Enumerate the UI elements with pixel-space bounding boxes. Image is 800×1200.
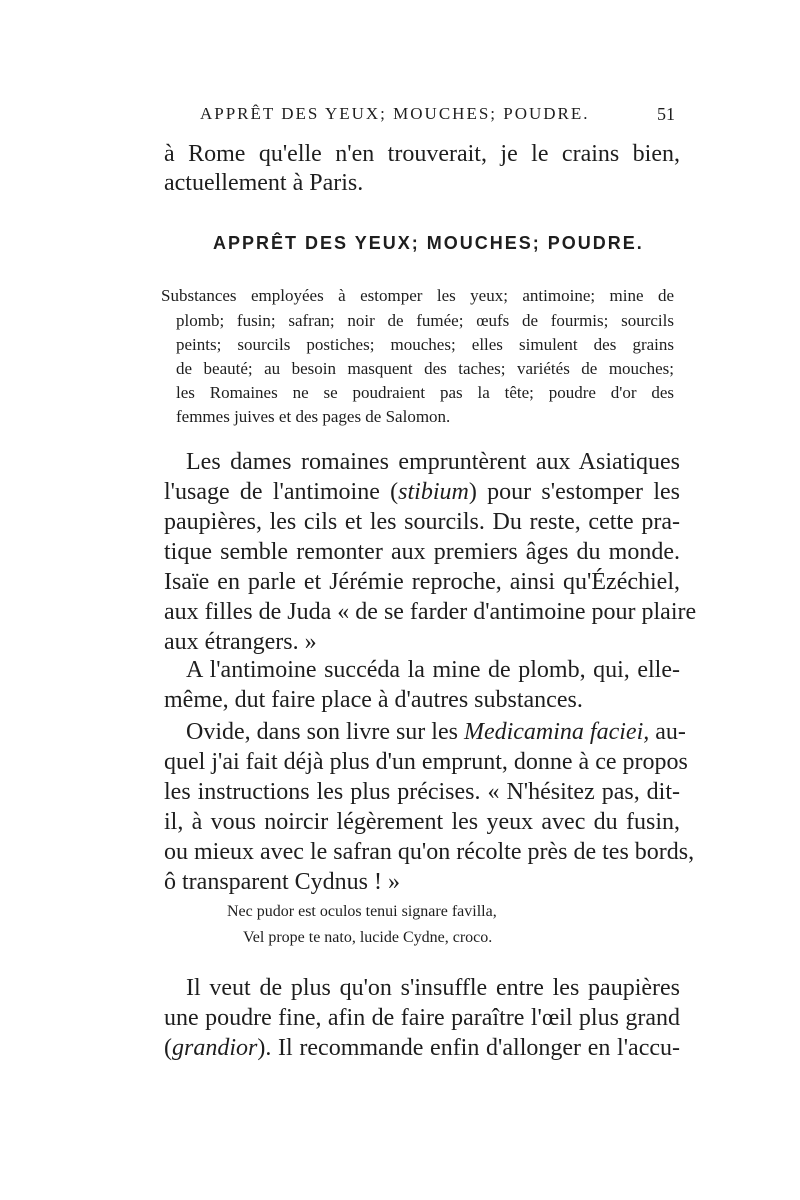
summary-line-4: de beauté; au besoin masquent des taches; variétés de mouches;: [176, 359, 674, 378]
para3-line-1: [186, 719, 686, 745]
summary-line-3: peints; sourcils postiches; mouches; elles simulent des grains: [176, 335, 674, 354]
section-heading: APPRÊT DES YEUX; MOUCHES; POUDRE.: [213, 233, 644, 253]
para3-line-1-end: au-: [649, 719, 686, 745]
para4-line-2: une poudre fine, afin de faire paraître l'œil plus grand: [164, 1005, 680, 1031]
para1-line-3: paupières, les cils et les sourcils. Du reste, cette pra-: [164, 509, 680, 535]
intro-line-1: à Rome qu'elle n'en trouverait, je le crains bien,: [164, 141, 680, 167]
para1-line-5: Isaïe en parle et Jérémie reproche, ainsi qu'Ézéchiel,: [164, 569, 680, 595]
para1-line-7: aux étrangers. »: [164, 629, 317, 655]
summary-line-1: Substances employées à estomper les yeux; antimoine; mine de: [161, 286, 674, 305]
term-grandior: grandior: [172, 1035, 258, 1061]
running-head: [200, 104, 675, 132]
verse-line-2: Vel prope te nato, lucide Cydne, croco.: [243, 929, 493, 946]
summary-line-6: femmes juives et des pages de Salomon.: [176, 407, 451, 426]
para1-line-1: Les dames romaines empruntèrent aux Asiatiques: [186, 449, 680, 475]
para3-line-2: quel j'ai fait déjà plus d'un emprunt, donne à ce propos: [164, 749, 688, 775]
para1-line-2: [164, 480, 680, 504]
para1-line-2-end: ) pour s'estomper les: [468, 479, 680, 505]
para3-line-4: il, à vous noircir légèrement les yeux avec du fusin,: [164, 809, 680, 835]
para2-line-1: A l'antimoine succéda la mine de plomb, qui, elle-: [186, 657, 680, 683]
para1-line-6: aux filles de Juda « de se farder d'antimoine pour plaire: [164, 599, 697, 625]
title-medicamina-faciei: Medicamina faciei,: [463, 719, 650, 745]
para3-line-1-start: Ovide, dans son livre sur les: [186, 719, 464, 745]
term-stibium: stibium: [398, 479, 469, 505]
para1-line-4: tique semble remonter aux premiers âges du monde.: [164, 539, 680, 565]
para3-line-6: ô transparent Cydnus ! »: [164, 869, 400, 895]
para3-line-5: ou mieux avec le safran qu'on récolte près de tes bords,: [164, 839, 695, 865]
page-number: 51: [657, 104, 675, 124]
para4-line-3: [164, 1036, 680, 1060]
para4-line-1: Il veut de plus qu'on s'insuffle entre les paupières: [186, 975, 680, 1001]
summary-line-5: les Romaines ne se poudraient pas la tête; poudre d'or des: [176, 383, 674, 402]
para4-line-3-open: (: [164, 1035, 172, 1061]
para3-line-3: les instructions les plus précises. « N'hésitez pas, dit-: [164, 779, 680, 805]
summary-line-2: plomb; fusin; safran; noir de fumée; œufs de fourmis; sourcils: [176, 311, 674, 330]
para2-line-2: même, dut faire place à d'autres substances.: [164, 687, 583, 713]
para4-line-3-end: ). Il recommande enfin d'allonger en l'accu-: [257, 1035, 680, 1061]
running-title: APPRÊT DES YEUX; MOUCHES; POUDRE.: [200, 104, 590, 123]
verse-line-1: Nec pudor est oculos tenui signare favilla,: [227, 903, 497, 920]
para1-line-2-start: l'usage de l'antimoine (: [164, 479, 399, 505]
intro-line-2: actuellement à Paris.: [164, 170, 364, 196]
